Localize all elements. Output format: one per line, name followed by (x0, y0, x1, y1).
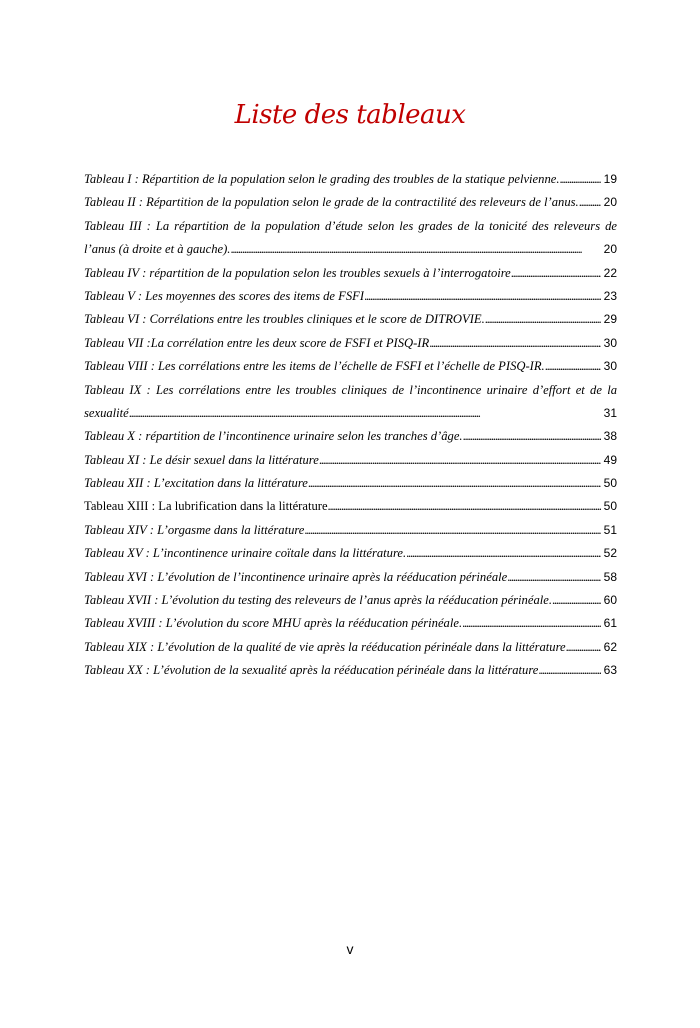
dot-leader (566, 636, 601, 659)
toc-page-number: 31 (603, 405, 617, 420)
toc-entry-16[interactable] (84, 566, 617, 589)
toc-entry-15[interactable] (84, 542, 617, 565)
dot-leader (308, 472, 601, 495)
toc-entry-19[interactable] (84, 636, 617, 659)
dot-leader (230, 238, 600, 261)
toc-page-number: 58 (603, 569, 617, 584)
dot-leader (328, 495, 601, 518)
toc-entry-4[interactable] (84, 262, 617, 285)
toc-entry-7[interactable] (84, 332, 617, 355)
toc-page-number: 29 (603, 312, 617, 327)
toc-entry-text: Tableau I : Répartition de la population selon le grading des troubles de la statique pelvienne. (84, 172, 560, 186)
toc-entry-text: Tableau XX : L’évolution de la sexualité après la rééducation périnéale dans la littérature (84, 663, 539, 678)
toc-entry-text: Tableau X : répartition de l’incontinence urinaire selon les tranches d’âge. (84, 429, 463, 444)
toc-page-number: 51 (603, 522, 617, 537)
dot-leader (559, 168, 600, 191)
toc-entry-text: Tableau II : Répartition de la population selon le grade de la contractilité des releveurs de l’anus. (84, 195, 579, 210)
toc-entry-text: Tableau XIV : L’orgasme dans la littérature (84, 522, 305, 537)
toc-entry-text: Tableau V : Les moyennes des scores des items de FSFI (84, 288, 365, 303)
toc-entry-20[interactable] (84, 659, 617, 682)
dot-leader (364, 285, 601, 308)
toc-entry-11[interactable] (84, 449, 617, 472)
toc-entry-text: Tableau VI : Corrélations entre les troubles cliniques et le score de DITROVIE. (84, 312, 485, 327)
dot-leader (511, 262, 601, 285)
toc-page-number: 52 (603, 546, 617, 561)
dot-leader (579, 191, 601, 214)
toc-entry-text: Tableau VII :La corrélation entre les deux score de FSFI et PISQ-IR (84, 335, 430, 350)
toc-entry-text: sexualité (84, 405, 129, 420)
page-number: v (346, 941, 354, 957)
toc-page-number: 61 (603, 616, 617, 631)
toc-entry-text: Tableau VIII : Les corrélations entre les items de l’échelle de FSFI et l’échelle de PISQ-IR. (84, 359, 545, 374)
toc-page-number: 30 (603, 359, 617, 374)
toc-entry-8[interactable] (84, 355, 617, 378)
toc-page-number: 23 (603, 288, 617, 303)
toc-entry-13[interactable] (84, 495, 617, 518)
toc-page-number: 20 (603, 242, 617, 257)
toc-entry-9[interactable] (84, 379, 617, 426)
dot-leader (304, 519, 600, 542)
toc-entry-3[interactable] (84, 215, 617, 262)
toc-entry-text: Tableau XV : L’incontinence urinaire coïtale dans la littérature. (84, 546, 407, 561)
toc-entry-text: Tableau XI : Le désir sexuel dans la littérature (84, 452, 319, 467)
dot-leader (319, 449, 601, 472)
toc-entry-14[interactable] (84, 519, 617, 542)
dot-leader (429, 332, 600, 355)
toc-page-number: 62 (603, 639, 617, 654)
toc-entry-text: Tableau XIII : La lubrification dans la littérature (84, 499, 328, 514)
dot-leader (552, 589, 601, 612)
toc-entry-1[interactable] (84, 168, 617, 191)
toc-page-number: 20 (603, 195, 617, 210)
toc-page-number: 60 (603, 593, 617, 608)
toc-page-number: 63 (603, 663, 617, 678)
dot-leader (463, 425, 601, 448)
toc-entry-text: Tableau XVIII : L’évolution du score MHU après la rééducation périnéale. (84, 616, 463, 631)
dot-leader (545, 355, 601, 378)
toc-entry-17[interactable] (84, 589, 617, 612)
toc-page-number: 22 (603, 265, 617, 280)
dot-leader (129, 402, 601, 425)
dot-leader (507, 566, 600, 589)
toc-entry-18[interactable] (84, 612, 617, 635)
toc-entry-6[interactable] (84, 308, 617, 331)
dot-leader (462, 612, 601, 635)
toc-page-number: 30 (603, 335, 617, 350)
toc-entry-12[interactable] (84, 472, 617, 495)
toc-entry-5[interactable] (84, 285, 617, 308)
table-list (84, 168, 617, 683)
dot-leader (406, 542, 600, 565)
page-title: Liste des tableaux (234, 100, 466, 130)
toc-page-number: 19 (603, 172, 617, 186)
toc-entry-text: Tableau XII : L’excitation dans la littérature (84, 476, 308, 491)
toc-entry-text: Tableau XIX : L’évolution de la qualité de vie après la rééducation périnéale dans la littérature (84, 639, 566, 654)
toc-entry-text-line1: Tableau III : La répartition de la population d’étude selon les grades de la tonicité des releveurs de (84, 218, 617, 233)
dot-leader (538, 659, 600, 682)
toc-entry-text: Tableau IV : répartition de la population selon les troubles sexuels à l’interrogatoire (84, 265, 511, 280)
toc-entry-2[interactable] (84, 191, 617, 214)
toc-entry-text: Tableau XVI : L’évolution de l’incontinence urinaire après la rééducation périnéale (84, 569, 508, 584)
toc-page-number: 49 (603, 452, 617, 467)
toc-entry-text: l’anus (à droite et à gauche). (84, 242, 231, 257)
toc-entry-text: Tableau XVII : L’évolution du testing des releveurs de l’anus après la rééducation périnéale. (84, 593, 552, 608)
toc-page-number: 50 (603, 476, 617, 491)
toc-page-number: 38 (603, 429, 617, 444)
toc-entry-10[interactable] (84, 425, 617, 448)
toc-entry-text-line1: Tableau IX : Les corrélations entre les troubles cliniques de l’incontinence urinaire d’effort et de la (84, 382, 617, 397)
toc-page-number: 50 (603, 499, 617, 514)
dot-leader (485, 308, 601, 331)
